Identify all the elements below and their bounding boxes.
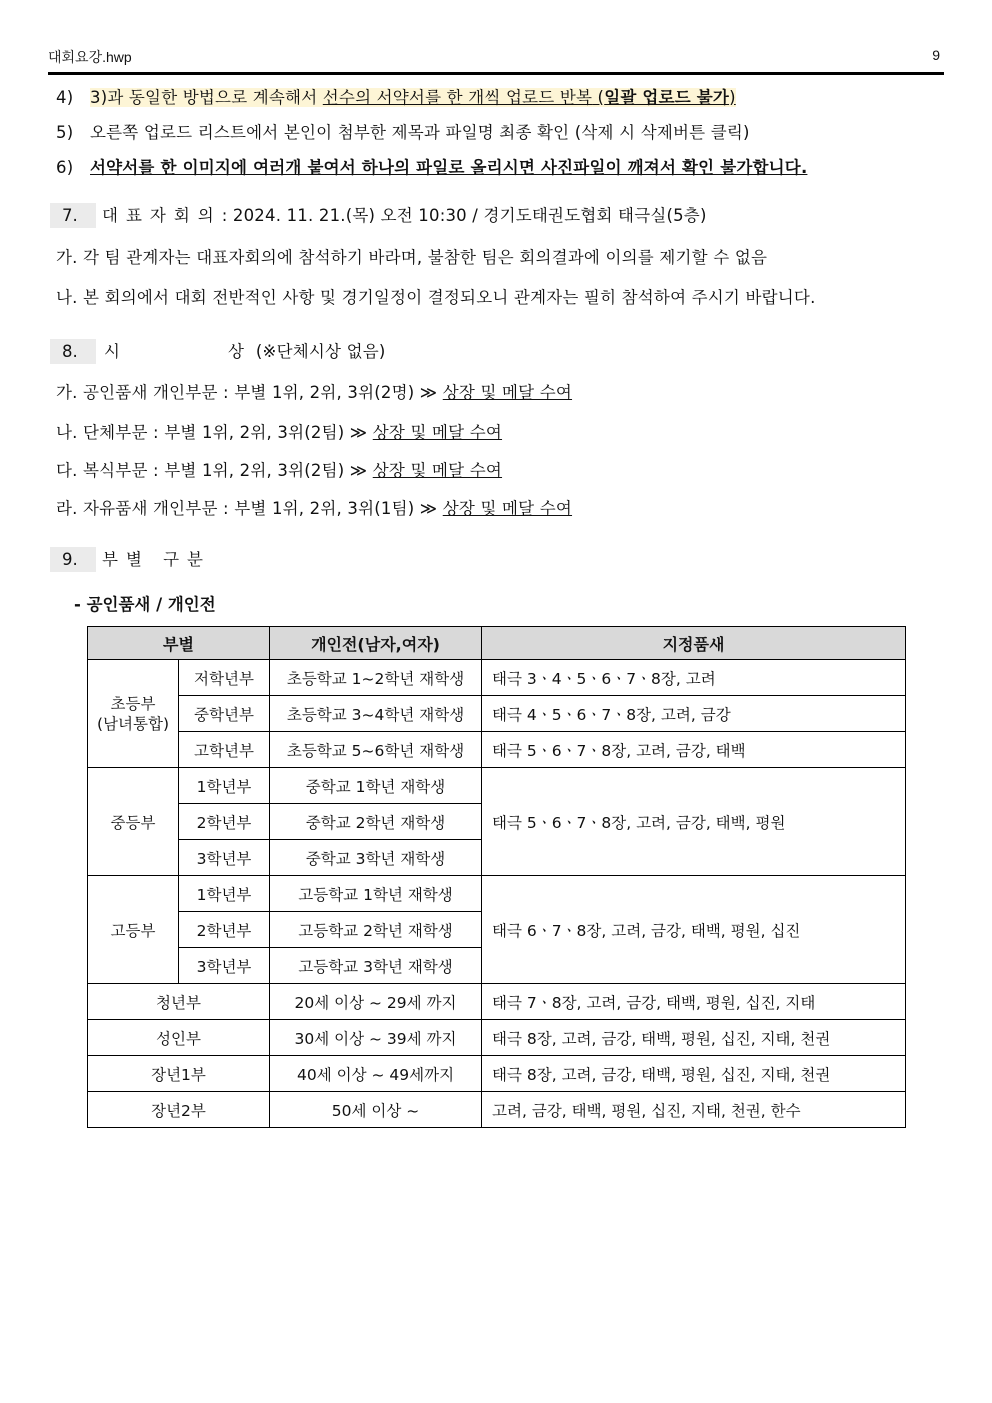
age-cell: 30세 이상 ~ 39세 까지 bbox=[270, 1020, 482, 1056]
section-number: 9. bbox=[50, 547, 96, 572]
section-title: 시 bbox=[104, 342, 128, 361]
section-detail: : 2024. 11. 21.(목) 오전 10:30 / 경기도태권도협회 태극실(5층) bbox=[221, 206, 707, 225]
group-cell: 고등부 bbox=[88, 876, 179, 984]
table-row bbox=[88, 696, 906, 732]
section-7-item: 가. 각 팀 관계자는 대표자회의에 참석하기 바라며, 불참한 팀은 회의결과에 이의를 제기할 수 없음 bbox=[56, 248, 768, 267]
section-number: 7. bbox=[50, 203, 96, 228]
award-item: 다. 복식부문 : 부별 1위, 2위, 3위(2팀) ≫ 상장 및 메달 수여 bbox=[56, 461, 503, 480]
award-item: 나. 단체부문 : 부별 1위, 2위, 3위(2팀) ≫ 상장 및 메달 수여 bbox=[56, 423, 503, 442]
age-cell: 20세 이상 ~ 29세 까지 bbox=[270, 984, 482, 1020]
section-note: (※단체시상 없음) bbox=[255, 342, 386, 361]
division-cell: 성인부 bbox=[88, 1020, 270, 1056]
step-text: 오른쪽 업로드 리스트에서 본인이 첨부한 제목과 파일명 최종 확인 (삭제 시 삭제버튼 클릭) bbox=[90, 123, 750, 142]
section-title: 부별 구분 bbox=[102, 550, 212, 569]
table-row bbox=[88, 1020, 906, 1056]
poomsae-cell: 고려, 금강, 태백, 평원, 십진, 지태, 천권, 한수 bbox=[482, 1092, 906, 1128]
division-cell: 저학년부 bbox=[179, 660, 270, 696]
poomsae-cell: 태극 3ㆍ4ㆍ5ㆍ6ㆍ7ㆍ8장, 고려 bbox=[482, 660, 906, 696]
subsection-title: - 공인품새 / 개인전 bbox=[74, 595, 216, 614]
award-item: 가. 공인품새 개인부문 : 부별 1위, 2위, 3위(2명) ≫ 상장 및 메달 수여 bbox=[56, 383, 573, 402]
poomsae-cell: 태극 5ㆍ6ㆍ7ㆍ8장, 고려, 금강, 태백, 평원 bbox=[482, 768, 906, 876]
division-table bbox=[87, 626, 906, 1128]
division-cell: 1학년부 bbox=[179, 876, 270, 912]
table-row bbox=[88, 768, 906, 804]
column-header: 부별 bbox=[88, 627, 270, 660]
section-title: 대표자회의 bbox=[102, 206, 222, 225]
age-cell: 50세 이상 ~ bbox=[270, 1092, 482, 1128]
table-row bbox=[88, 876, 906, 912]
step-number: 6) bbox=[56, 158, 74, 177]
age-cell: 40세 이상 ~ 49세까지 bbox=[270, 1056, 482, 1092]
step-text: 서약서를 한 이미지에 여러개 붙여서 하나의 파일로 올리시면 사진파일이 깨져서 확인 불가합니다. bbox=[90, 158, 808, 177]
page-header bbox=[48, 44, 944, 75]
document-filename: 대회요강.hwp bbox=[48, 49, 132, 65]
award-item: 라. 자유품새 개인부문 : 부별 1위, 2위, 3위(1팀) ≫ 상장 및 메달 수여 bbox=[56, 499, 573, 518]
step-6 bbox=[56, 154, 807, 178]
page-number: 9 bbox=[932, 47, 940, 63]
age-cell: 고등학교 1학년 재학생 bbox=[270, 876, 482, 912]
age-cell: 중학교 3학년 재학생 bbox=[270, 840, 482, 876]
table-header-row bbox=[88, 627, 906, 660]
table-row bbox=[88, 1056, 906, 1092]
section-7-item: 나. 본 회의에서 대회 전반적인 사항 및 경기일정이 결정되오니 관계자는 필히 참석하여 주시기 바랍니다. bbox=[56, 288, 816, 307]
step-5 bbox=[56, 119, 750, 143]
section-title: 상 bbox=[227, 342, 252, 361]
group-cell: 중등부 bbox=[88, 768, 179, 876]
division-cell: 고학년부 bbox=[179, 732, 270, 768]
age-cell: 중학교 2학년 재학생 bbox=[270, 804, 482, 840]
division-cell: 장년1부 bbox=[88, 1056, 270, 1092]
division-cell: 2학년부 bbox=[179, 912, 270, 948]
poomsae-cell: 태극 7ㆍ8장, 고려, 금강, 태백, 평원, 십진, 지태 bbox=[482, 984, 906, 1020]
age-cell: 초등학교 3~4학년 재학생 bbox=[270, 696, 482, 732]
table-row bbox=[88, 732, 906, 768]
step-number: 5) bbox=[56, 123, 74, 142]
column-header: 개인전(남자,여자) bbox=[270, 627, 482, 660]
section-9-heading bbox=[50, 546, 211, 572]
division-cell: 장년2부 bbox=[88, 1092, 270, 1128]
age-cell: 중학교 1학년 재학생 bbox=[270, 768, 482, 804]
division-cell: 2학년부 bbox=[179, 804, 270, 840]
group-cell: 초등부 (남녀통합) bbox=[88, 660, 179, 768]
section-8-heading bbox=[50, 338, 386, 364]
division-cell: 중학년부 bbox=[179, 696, 270, 732]
poomsae-cell: 태극 8장, 고려, 금강, 태백, 평원, 십진, 지태, 천권 bbox=[482, 1056, 906, 1092]
table-row bbox=[88, 1092, 906, 1128]
table-row bbox=[88, 984, 906, 1020]
poomsae-cell: 태극 5ㆍ6ㆍ7ㆍ8장, 고려, 금강, 태백 bbox=[482, 732, 906, 768]
age-cell: 고등학교 3학년 재학생 bbox=[270, 948, 482, 984]
division-cell: 3학년부 bbox=[179, 948, 270, 984]
section-number: 8. bbox=[50, 339, 96, 364]
column-header: 지정품새 bbox=[482, 627, 906, 660]
step-4 bbox=[56, 84, 736, 108]
division-cell: 청년부 bbox=[88, 984, 270, 1020]
age-cell: 초등학교 5~6학년 재학생 bbox=[270, 732, 482, 768]
division-cell: 3학년부 bbox=[179, 840, 270, 876]
section-7-heading bbox=[50, 202, 707, 228]
poomsae-cell: 태극 6ㆍ7ㆍ8장, 고려, 금강, 태백, 평원, 십진 bbox=[482, 876, 906, 984]
poomsae-cell: 태극 8장, 고려, 금강, 태백, 평원, 십진, 지태, 천권 bbox=[482, 1020, 906, 1056]
age-cell: 고등학교 2학년 재학생 bbox=[270, 912, 482, 948]
step-text: 3)과 동일한 방법으로 계속해서 선수의 서약서를 한 개씩 업로드 반복 (일괄 업로드 불가) bbox=[90, 88, 736, 107]
step-number: 4) bbox=[56, 88, 74, 107]
age-cell: 초등학교 1~2학년 재학생 bbox=[270, 660, 482, 696]
table-row bbox=[88, 660, 906, 696]
poomsae-cell: 태극 4ㆍ5ㆍ6ㆍ7ㆍ8장, 고려, 금강 bbox=[482, 696, 906, 732]
division-cell: 1학년부 bbox=[179, 768, 270, 804]
